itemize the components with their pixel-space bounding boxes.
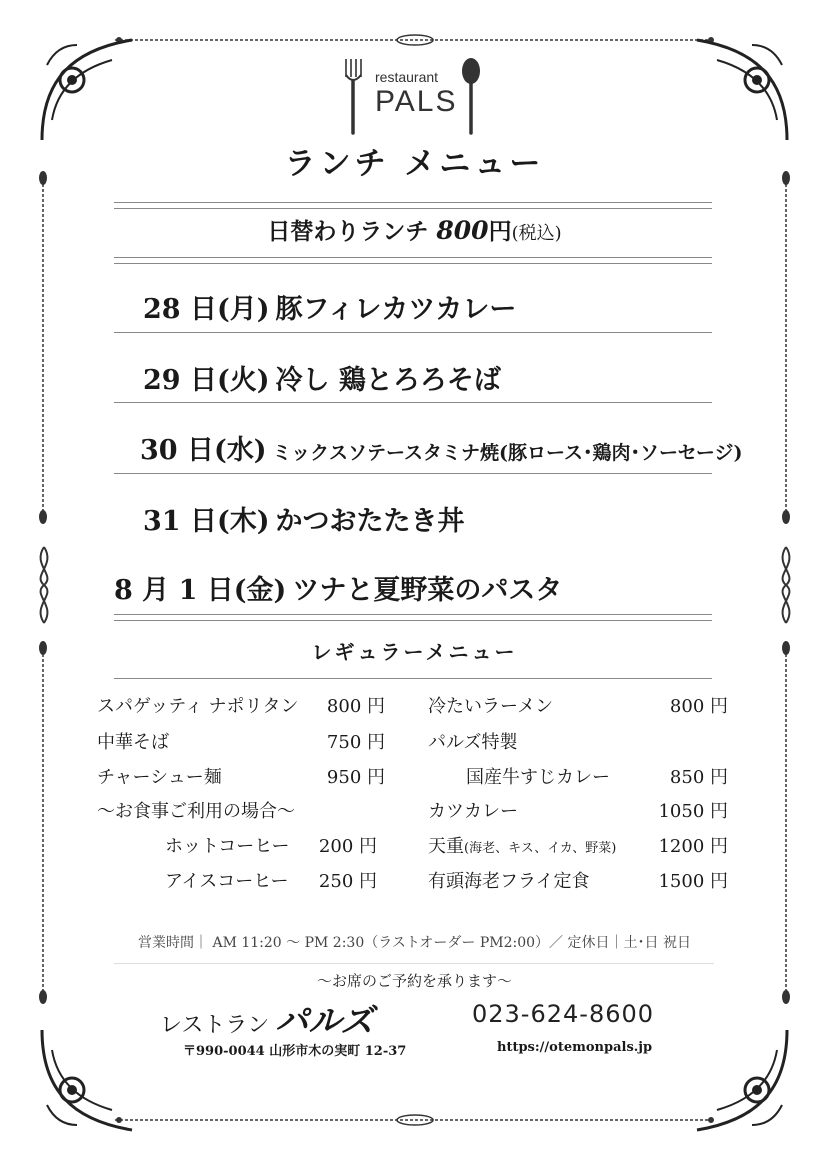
logo-name: PALS [375,85,458,118]
menu-item-name: 冷たいラーメン [428,696,554,717]
day-item [143,499,465,538]
menu-item-name: 中華そば [97,732,169,753]
menu-item-name: アイスコーヒー [165,871,289,892]
corner-ornament-top-left [32,30,142,150]
day-item [143,358,501,397]
menu-item-name [428,832,616,858]
menu-item-name: ホットコーヒー [165,836,290,857]
reservation-note: ～お席のご予約を承ります～ [316,972,512,990]
corner-ornament-bottom-left [32,1020,142,1140]
divider [114,402,712,403]
address: 〒990-0044 山形市木の実町 12-37 [183,1044,407,1059]
daily-lunch-header [0,213,829,246]
fork-icon [343,57,363,135]
corner-ornament-bottom-right [687,1020,797,1140]
divider [114,473,712,474]
day-dish: かつおたたき丼 [275,506,465,537]
business-hours: 営業時間｜ AM 11:20 ～ PM 2:30（ラストオーダー PM2:00）／ 定休日｜土･日 祝日 [138,935,691,951]
divider [114,678,712,679]
divider-double [114,614,712,621]
divider-double [114,202,712,209]
daily-lunch-unit: 円 [488,218,512,245]
right-scroll-ornament [772,545,800,625]
menu-item-price: 800 円 [669,696,728,717]
day-date: 31 日(木) [143,506,270,537]
logo-small-text: restaurant [375,69,439,85]
day-dish: ミックスソテースタミナ焼(豚ロース･鶏肉･ソーセージ) [272,442,743,464]
menu-item-price: 1200 円 [658,836,728,857]
day-item [140,428,743,467]
menu-item-name: カツカレー [428,801,518,822]
daily-lunch-label: 日替わりランチ [267,218,429,245]
menu-item-name: 国産牛すじカレー [466,767,610,788]
menu-item-price: 750 円 [326,732,385,753]
menu-item-price: 250 円 [318,871,377,892]
regular-menu-title: レギュラーメニュー [311,640,518,664]
website-link[interactable]: https://otemonpals.jp [497,1040,653,1055]
restaurant-name-prefix: レストラン [160,1012,270,1037]
restaurant-name-main: パルズ [275,1002,374,1039]
phone-number[interactable]: 023-624-8600 [472,1000,655,1028]
menu-item-name: スパゲッティ ナポリタン [97,696,299,717]
menu-item-price: 950 円 [326,767,385,788]
daily-lunch-price: 800 [436,216,489,245]
corner-ornament-top-right [687,30,797,150]
day-date: 28 日(月) [143,294,270,325]
menu-section-note: ～お食事ご利用の場合～ [97,801,295,822]
restaurant-logo [335,55,495,135]
day-item [143,287,516,326]
menu-item-price: 1500 円 [658,871,728,892]
divider [114,332,712,333]
day-date: 30 日(水) [140,435,267,466]
menu-item-name: チャーシュー麺 [97,767,222,788]
day-dish: ツナと夏野菜のパスタ [292,575,563,606]
menu-item-name: 有頭海老フライ定食 [428,871,590,892]
divider [114,963,714,964]
day-item [114,568,562,607]
day-dish: 豚フィレカツカレー [275,294,517,325]
menu-item-price: 800 円 [326,696,385,717]
left-scroll-ornament [30,545,58,625]
bottom-border-ornament [115,1113,715,1127]
daily-lunch-tax: (税込) [511,223,562,244]
restaurant-name [160,995,373,1042]
menu-item-price: 200 円 [318,836,377,857]
menu-item-note: (海老、キス、イカ、野菜) [464,841,617,856]
divider-double [114,257,712,264]
menu-item-name-main: 天重 [428,836,464,857]
menu-item-name: パルズ特製 [428,732,518,753]
spoon-icon [459,57,483,135]
day-dish: 冷し 鶏とろろそば [275,365,501,396]
menu-item-price: 850 円 [669,767,728,788]
page-title: ランチ メニュー [284,146,545,182]
day-date: 29 日(火) [143,365,270,396]
day-date: 8 月 1 日(金) [114,575,287,606]
menu-item-price: 1050 円 [658,801,728,822]
top-border-ornament [115,33,715,47]
